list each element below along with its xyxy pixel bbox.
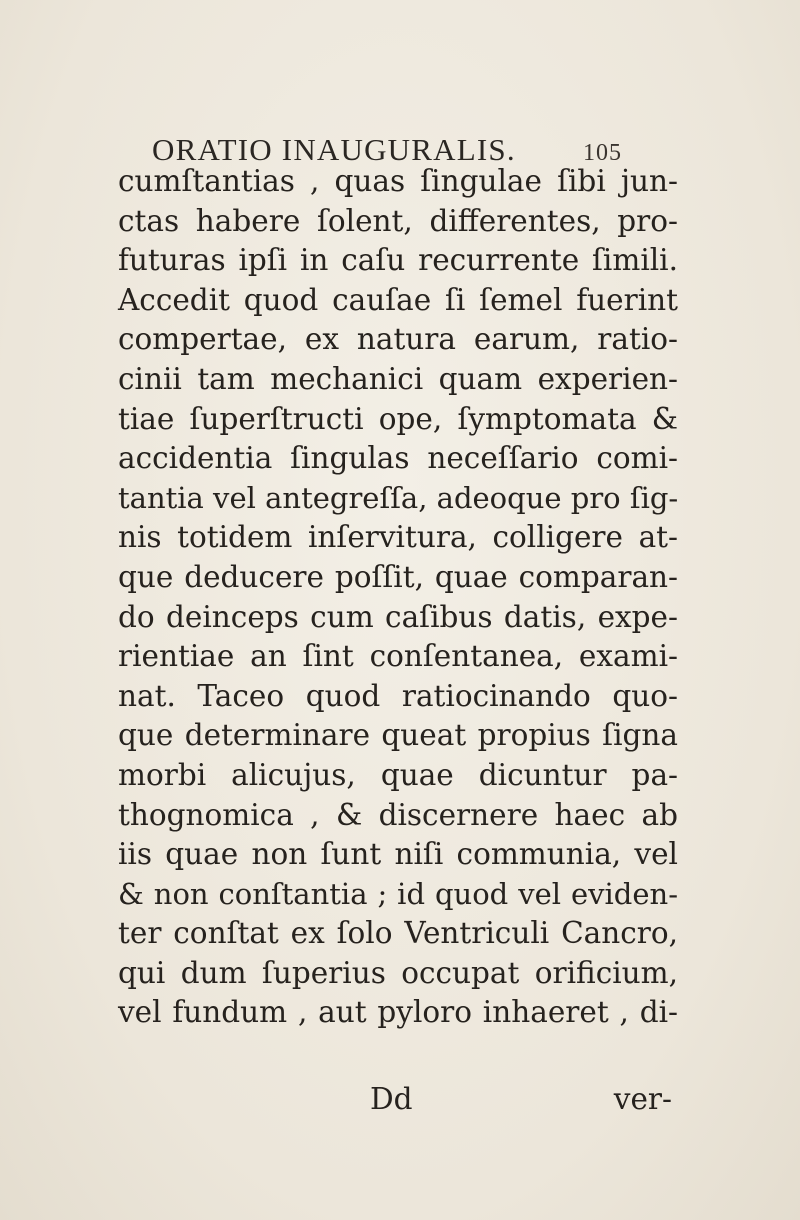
text-line: do deinceps cum caſibus datis, expe- xyxy=(118,599,678,634)
text-line: tiae ſuperſtructi ope, ſymptomata & xyxy=(118,401,678,436)
text-line: rientiae an ſint conſentanea, exami- xyxy=(118,639,678,674)
text-line: Accedit quod cauſae ſi ſemel fuerint xyxy=(118,282,678,317)
text-line: que determinare queat propius ſigna xyxy=(118,718,678,753)
text-line: nat. Taceo quod ratiocinando quo- xyxy=(118,678,678,713)
text-line: iis quae non ſunt niſi communia, vel xyxy=(118,837,678,872)
catchline xyxy=(118,1082,678,1122)
text-line: cinii tam mechanici quam experien- xyxy=(118,361,678,396)
text-line: & non conſtantia ; id quod vel eviden- xyxy=(118,876,678,911)
text-line: cumſtantias , quas ſingulae ſibi jun- xyxy=(118,164,678,198)
text-line: que deducere poſſit, quae comparan- xyxy=(118,559,678,594)
text-line: futuras ipſi in caſu recurrente ſimili. xyxy=(118,243,678,278)
signature-mark: Dd xyxy=(370,1082,413,1116)
page-number: 105 xyxy=(583,140,622,166)
text-line: ter conſtat ex ſolo Ventriculi Cancro, xyxy=(118,916,678,951)
text-line: thognomica , & discernere haec ab xyxy=(118,797,678,832)
body-text xyxy=(118,162,678,1033)
text-line: ctas habere ſolent, differentes, pro- xyxy=(118,203,678,238)
text-line: compertae, ex natura earum, ratio- xyxy=(118,322,678,357)
text-line: morbi alicujus, quae dicuntur pa- xyxy=(118,757,678,792)
text-line: qui dum ſuperius occupat orificium, xyxy=(118,955,678,990)
catchword: ver- xyxy=(613,1082,672,1116)
running-head-title: ORATIO INAUGURALIS. xyxy=(152,132,516,167)
text-line: nis totidem inſervitura, colligere at- xyxy=(118,520,678,555)
text-line: tantia vel antegreſſa, adeoque pro ſig- xyxy=(118,480,679,515)
text-line: accidentia ſingulas neceſſario comi- xyxy=(118,441,678,476)
text-line: vel fundum , aut pyloro inhaeret , di- xyxy=(118,995,678,1030)
